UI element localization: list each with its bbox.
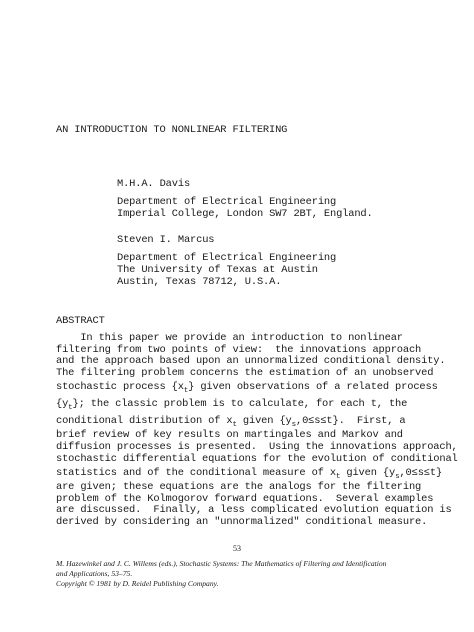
abstract-text: statistics and of the conditional measure of x [56, 467, 336, 480]
abstract-line [56, 396, 466, 413]
abstract-line [56, 465, 466, 482]
author-affiliation-line: Imperial College, London SW7 2BT, England. [117, 208, 373, 220]
abstract-text: {y [56, 398, 69, 411]
author-affiliation-line: Department of Electrical Engineering [117, 252, 337, 264]
subscript: t [232, 421, 237, 430]
abstract-heading: ABSTRACT [56, 315, 105, 327]
abstract-text: }; the classic problem is to calculate, for each t, the [72, 398, 408, 411]
subscript: s [291, 421, 296, 430]
abstract-line: problem of the Kolmogorov forward equations. Several examples [56, 492, 434, 505]
footer-copyright: Copyright © 1981 by D. Reidel Publishing Company. [56, 579, 219, 588]
abstract-paragraph [56, 333, 466, 529]
author-affiliation-line: The University of Texas at Austin [117, 264, 318, 276]
subscript: t [183, 387, 189, 396]
abstract-line: The filtering problem concerns the estimation of an unobserved [56, 366, 434, 379]
abstract-text: conditional distribution of x [56, 415, 233, 428]
abstract-line: brief review of key results on martingales and Markov and [56, 429, 403, 442]
subscript: s [395, 473, 400, 482]
abstract-line: In this paper we provide an introduction to nonlinear [56, 332, 403, 344]
abstract-text: stochastic process {x [56, 381, 184, 394]
abstract-text: } given observations of a related process [188, 381, 438, 394]
author-affiliation-line: Austin, Texas 78712, U.S.A. [117, 276, 282, 288]
page-number: 53 [233, 544, 241, 553]
abstract-line: are discussed. Finally, a less complicated evolution equation is [56, 504, 452, 517]
abstract-line: derived by considering an "unnormalized" conditional measure. [56, 515, 428, 528]
author-name-davis: M.H.A. Davis [117, 178, 191, 190]
author-name-marcus: Steven I. Marcus [117, 234, 215, 246]
abstract-line [56, 379, 466, 396]
abstract-text: ,0≤s≤t}. First, a [295, 415, 406, 428]
paper-title: AN INTRODUCTION TO NONLINEAR FILTERING [56, 124, 288, 136]
subscript: t [335, 473, 341, 482]
abstract-line [56, 413, 466, 430]
author-affiliation-line: Department of Electrical Engineering [117, 196, 337, 208]
abstract-text: ,0≤s≤t} [399, 467, 443, 480]
abstract-line: stochastic differential equations for the evolution of conditional [56, 452, 458, 465]
abstract-line: filtering from two points of view: the innovations approach [56, 343, 422, 356]
footer-citation-line: and Applications, 53–75. [56, 569, 133, 578]
abstract-line: and the approach based upon an unnormalized conditional density. [56, 355, 446, 368]
abstract-line: diffusion processes is presented. Using the innovations approach, [56, 440, 458, 453]
footer-citation-line: M. Hazewinkel and J. C. Willems (eds.), Stochastic Systems: The Mathematics of Filtering and Identification [56, 559, 387, 568]
abstract-line: are given; these equations are the analogs for the filtering [56, 481, 422, 494]
subscript: t [68, 404, 73, 413]
abstract-text: given {y [236, 415, 292, 428]
abstract-text: given {y [340, 467, 396, 480]
